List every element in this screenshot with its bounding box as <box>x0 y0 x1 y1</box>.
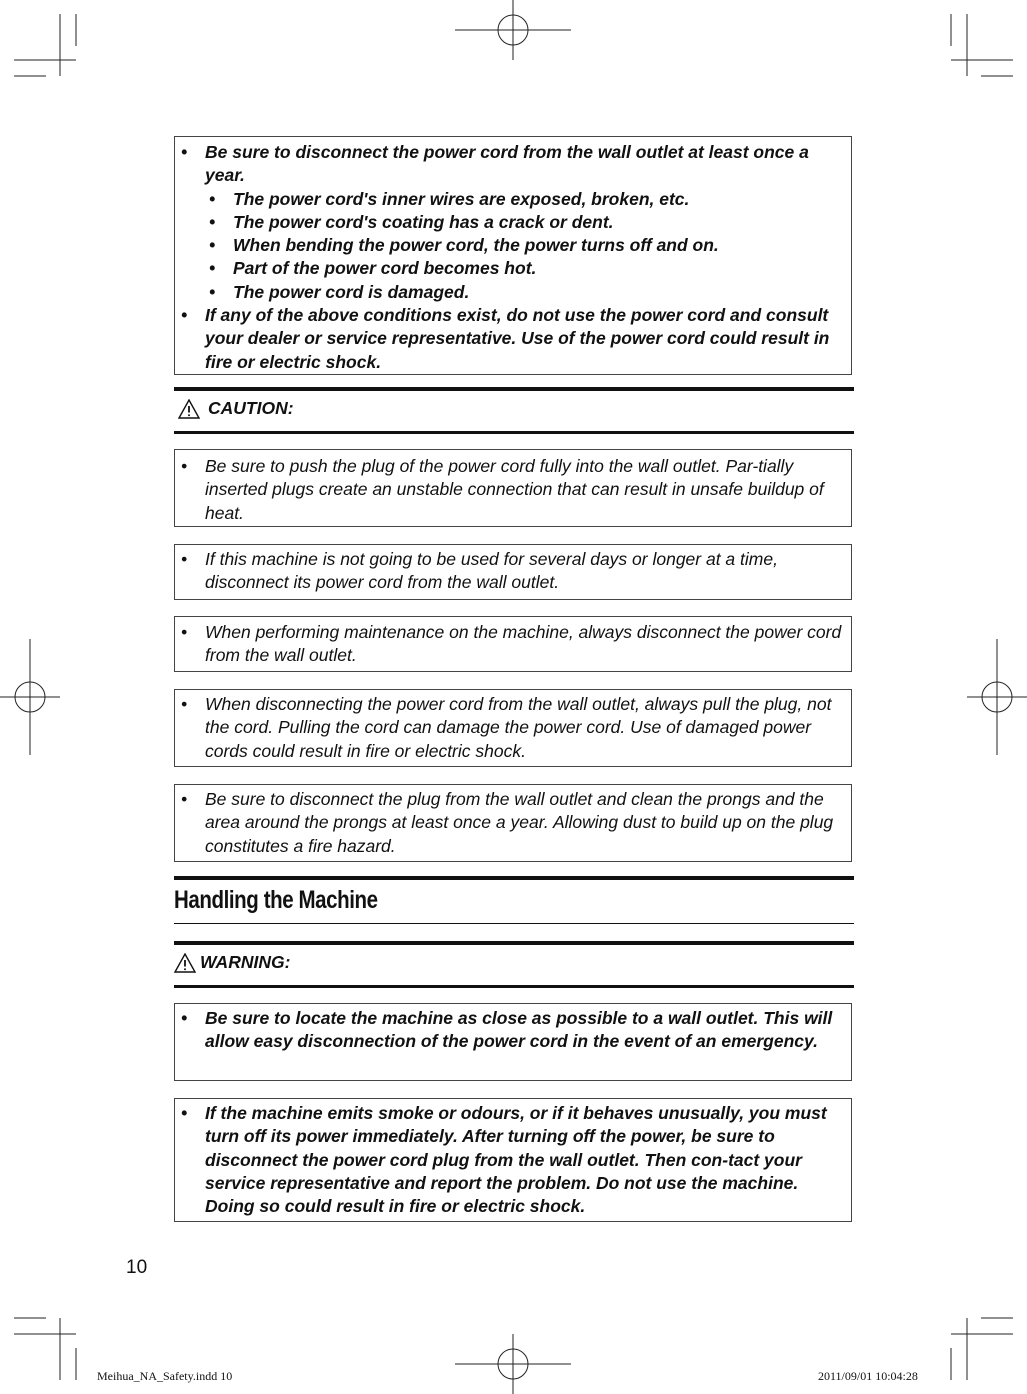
bullet: • <box>181 1103 188 1123</box>
caution-box-1 <box>174 449 852 527</box>
bullet: • <box>209 281 216 302</box>
warning-triangle-icon <box>178 399 200 419</box>
bullet: • <box>209 188 216 209</box>
power-cord-inspection-box <box>174 136 852 375</box>
item-text: Be sure to locate the machine as close as possible to a wall outlet. This will allow easy disconnection of the power cord in the event of an emergency. <box>205 1008 833 1052</box>
warning-box-2 <box>174 1098 852 1222</box>
bullet: • <box>181 142 188 162</box>
sub-list-item <box>175 281 845 304</box>
list-item <box>175 1007 845 1054</box>
bullet: • <box>181 1008 188 1028</box>
list-item <box>175 621 845 668</box>
caution-text: CAUTION: <box>208 398 294 418</box>
list-item <box>175 141 845 188</box>
item-text: Be sure to disconnect the plug from the wall outlet and clean the prongs and the area around the prongs at least once a year. Allowing dust to build up on the plug constitutes a fire hazard. <box>205 789 834 856</box>
print-slug-date: 2011/09/01 10:04:28 <box>818 1369 918 1383</box>
item-text: If any of the above conditions exist, do not use the power cord and consult your dealer or service representative. Use of the power cord could result in fire or electric shock. <box>205 305 830 372</box>
list-item <box>175 304 845 374</box>
list-item <box>175 788 845 858</box>
bullet: • <box>209 258 216 279</box>
list-item <box>175 455 845 525</box>
warning-label <box>174 952 290 973</box>
bullet: • <box>209 235 216 256</box>
caution-box-2 <box>174 544 852 600</box>
sub-list-item <box>175 211 845 234</box>
caution-label <box>178 398 294 419</box>
item-text: Part of the power cord becomes hot. <box>233 258 537 279</box>
sub-list-item <box>175 257 845 280</box>
caution-top-rule <box>174 387 854 391</box>
section-top-rule <box>174 876 854 880</box>
warning-bottom-rule <box>174 985 854 988</box>
list-item <box>175 548 845 595</box>
caution-box-5 <box>174 784 852 862</box>
bullet: • <box>181 694 188 714</box>
warning-box-1 <box>174 1003 852 1081</box>
bullet: • <box>181 789 188 809</box>
item-text: Be sure to push the plug of the power cord fully into the wall outlet. Par-tially inserted plugs create an unstable connection that can result in unsafe buildup of heat. <box>205 456 824 523</box>
item-text: If the machine emits smoke or odours, or if it behaves unusually, you must turn off its power immediately. After turning off the power, be sure to disconnect the power cord plug from the wall outlet. Then con-tact your service representative and report the problem. Do not use the machine. Doing so could result in fire or electric shock. <box>205 1103 827 1217</box>
caution-box-4 <box>174 689 852 767</box>
bullet: • <box>181 456 188 476</box>
item-text: The power cord's inner wires are exposed, broken, etc. <box>233 188 690 209</box>
page-number: 10 <box>126 1257 148 1278</box>
warning-triangle-icon <box>174 953 196 973</box>
bullet: • <box>181 549 188 569</box>
print-slug-file: Meihua_NA_Safety.indd 10 <box>97 1369 233 1383</box>
bullet: • <box>181 305 188 326</box>
bullet: • <box>209 211 216 232</box>
item-text: The power cord is damaged. <box>233 281 470 302</box>
list-item <box>175 1102 845 1218</box>
caution-bottom-rule <box>174 431 854 434</box>
item-text: When disconnecting the power cord from the wall outlet, always pull the plug, not the cord. Pulling the cord can damage the power cord. Use of damaged power cords could result in fire or electric shock. <box>205 694 832 761</box>
item-text: When performing maintenance on the machine, always disconnect the power cord from the wall outlet. <box>205 622 842 666</box>
item-text: The power cord's coating has a crack or dent. <box>233 211 614 232</box>
list-item <box>175 693 845 763</box>
caution-box-3 <box>174 616 852 672</box>
warning-top-rule <box>174 941 854 945</box>
sub-list-item <box>175 188 845 211</box>
bullet: • <box>181 622 188 642</box>
item-text: If this machine is not going to be used for several days or longer at a time, disconnect its power cord from the wall outlet. <box>205 549 778 593</box>
section-title: Handling the Machine <box>174 886 378 914</box>
item-text: When bending the power cord, the power turns off and on. <box>233 235 719 256</box>
section-bottom-rule <box>174 923 854 924</box>
sub-list-item <box>175 234 845 257</box>
item-text: Be sure to disconnect the power cord from the wall outlet at least once a year. <box>205 142 809 186</box>
warning-text: WARNING: <box>200 952 291 972</box>
